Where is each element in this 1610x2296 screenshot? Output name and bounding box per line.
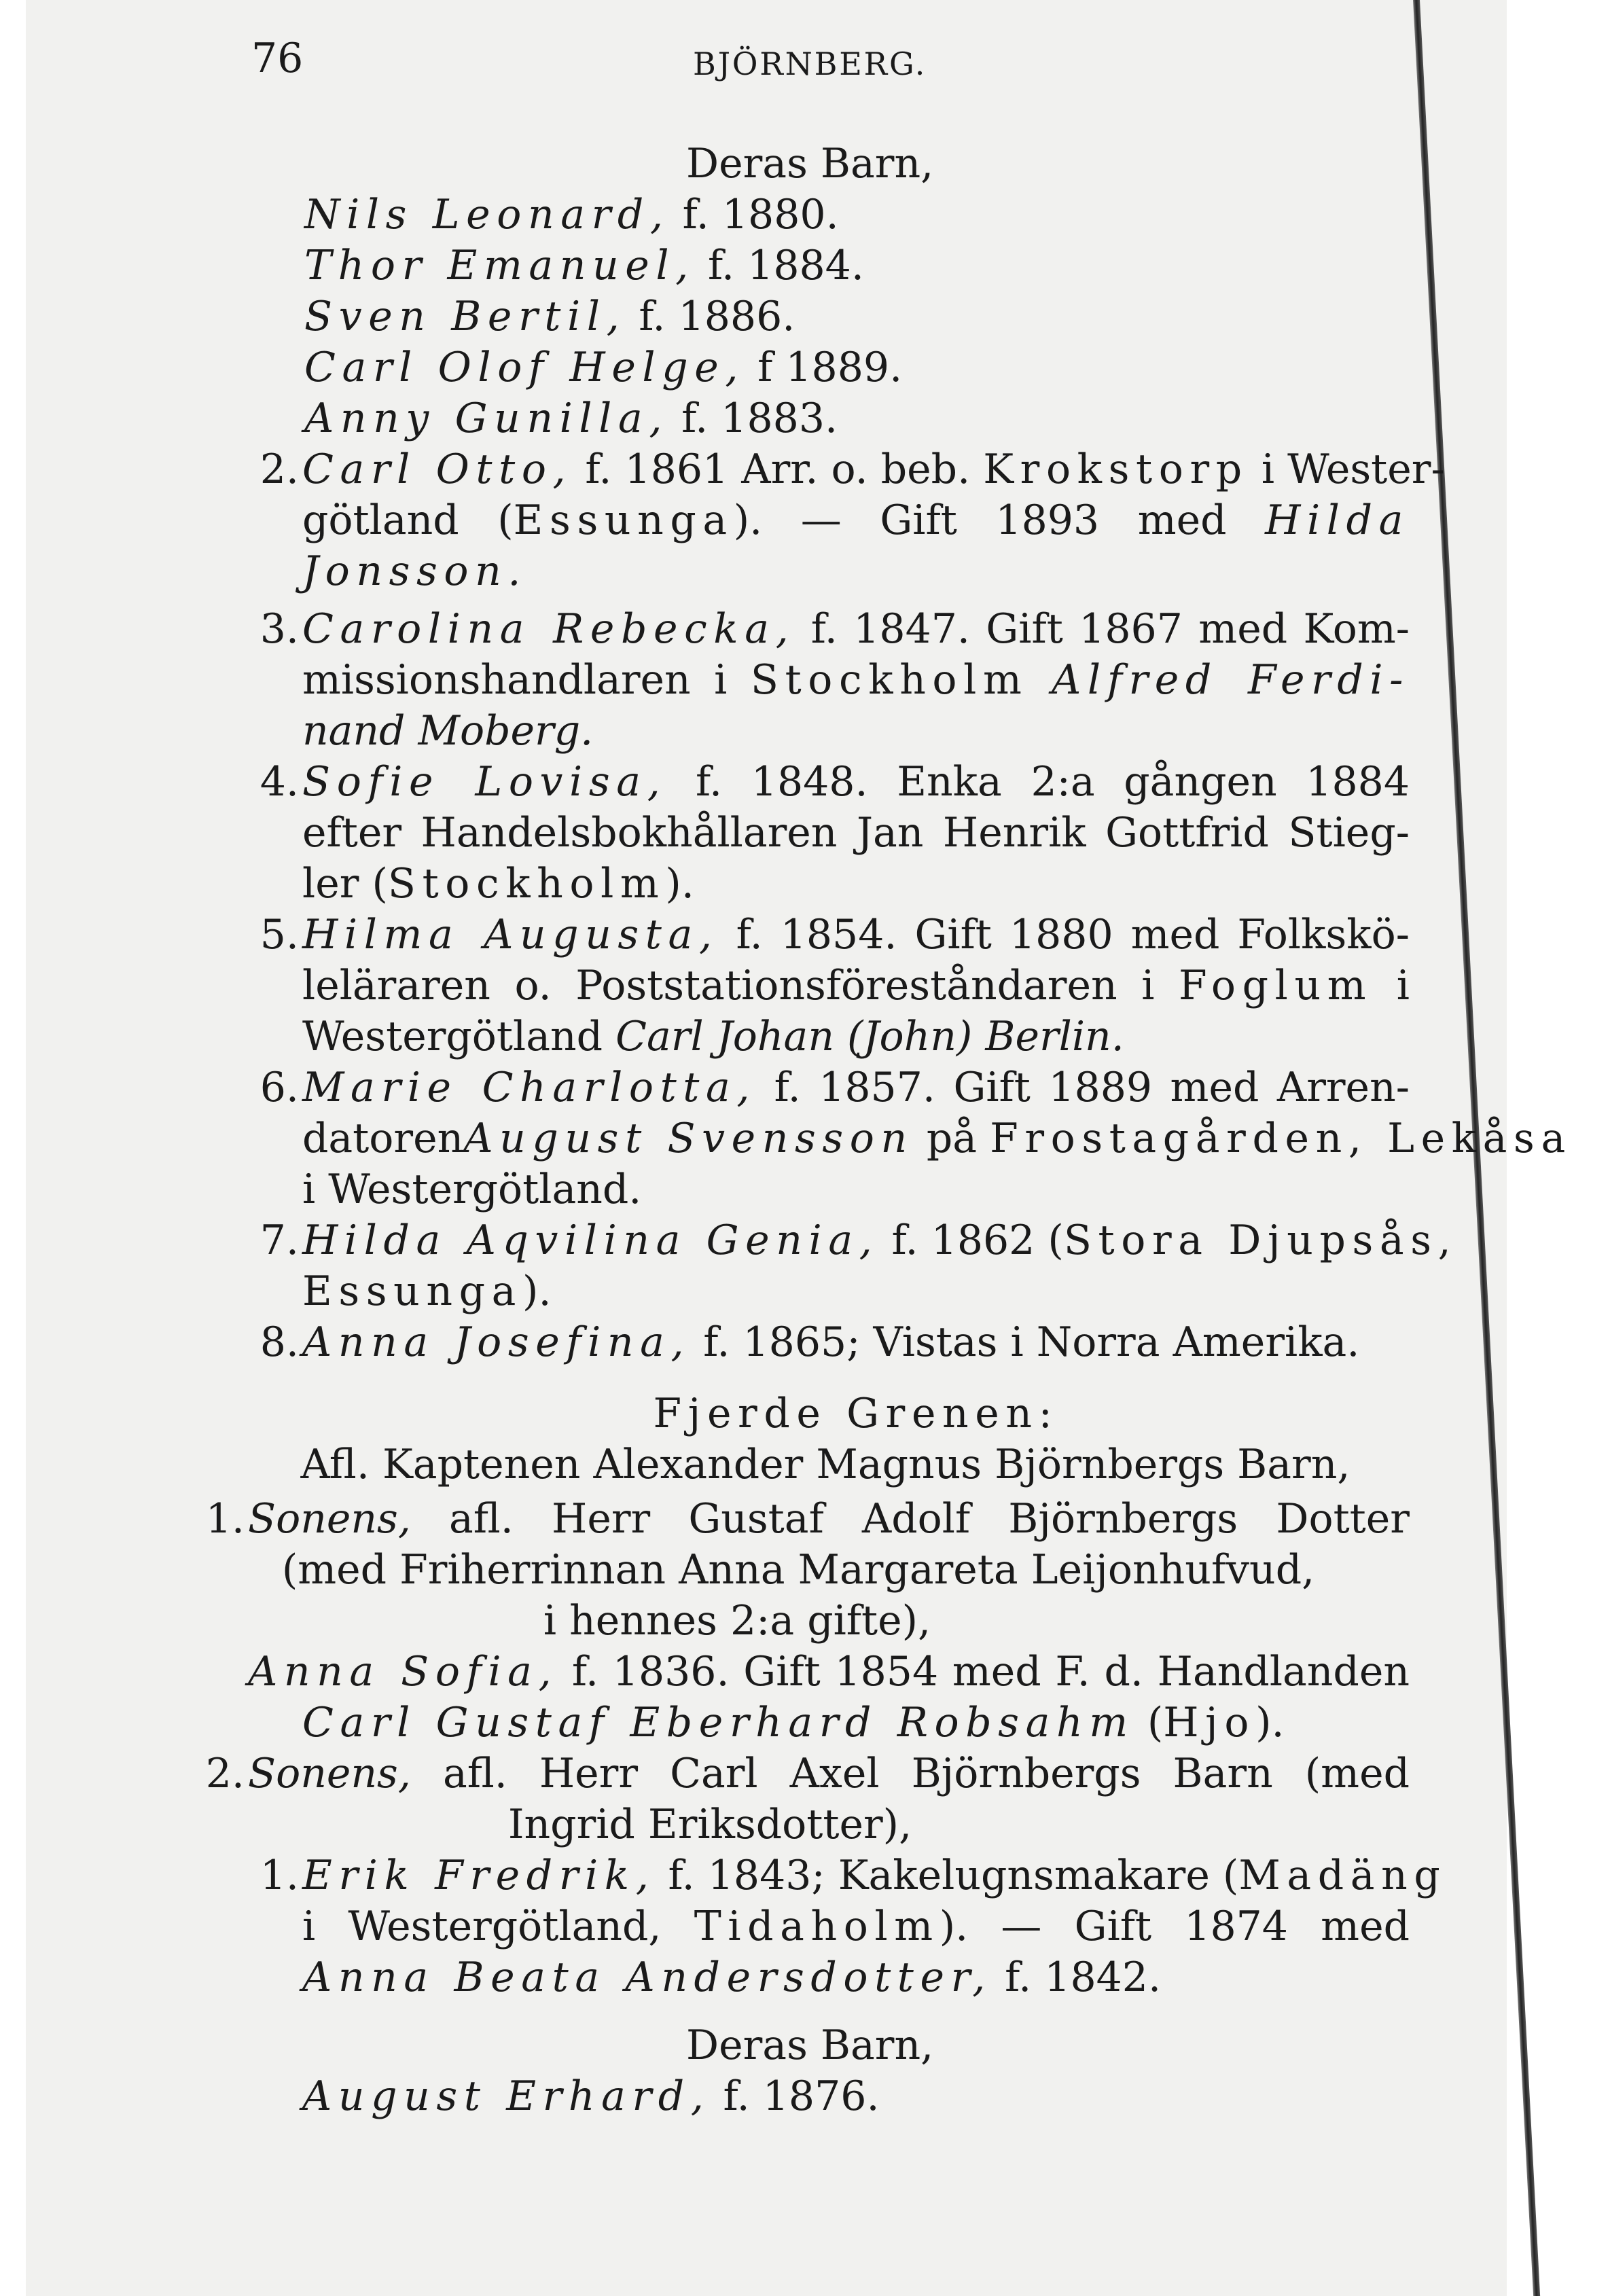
person-name: August Erhard,: [302, 2073, 711, 2120]
entry-number: 6.: [260, 1064, 299, 1111]
entry-line: [248, 1749, 1410, 1798]
entry-line: Ingrid Eriksdotter),: [507, 1801, 912, 1848]
entry-line: (med Friherrinnan Anna Margareta Leijonhufvud,: [281, 1546, 1315, 1594]
entry-number: 4.: [260, 758, 299, 806]
entry-line: i hennes 2:a gifte),: [543, 1597, 931, 1645]
entry-text: på: [926, 1115, 978, 1162]
entry-line: [302, 656, 1410, 704]
entry-text: f. 1862 (: [891, 1217, 1064, 1264]
place-name: Stora Djupsås,: [1063, 1217, 1458, 1264]
relation-label: Sonens,: [248, 1495, 411, 1543]
person-name: Alfred Ferdi-: [1051, 656, 1410, 704]
birth-info: f. 1886.: [639, 293, 795, 340]
person-name: Anna Sofia,: [248, 1648, 558, 1696]
person-name: Carl Gustaf Eberhard Robsahm: [302, 1699, 1134, 1746]
entry-number: 7.: [260, 1217, 299, 1264]
person-name: August Svensson: [463, 1115, 914, 1162]
entry-text: afl. Herr Gustaf Adolf Björnbergs Dotter: [449, 1495, 1410, 1543]
list-item: [304, 241, 864, 290]
entry-number: 5.: [260, 911, 299, 958]
place-name: Essunga: [513, 497, 734, 544]
entry-text: ler (: [302, 860, 388, 908]
entry-line: [302, 496, 1410, 545]
person-name: Carl Johan (John) Berlin.: [615, 1013, 1124, 1060]
entry-line: [302, 1953, 1161, 2002]
person-name: Sofie Lovisa,: [302, 758, 667, 806]
birth-info: f. 1883.: [681, 395, 838, 442]
entry-line: [302, 961, 1410, 1010]
entry-line: [248, 1494, 1410, 1543]
person-name: Carl Olof Helge,: [304, 344, 745, 391]
place-name: Hjo: [1163, 1699, 1256, 1746]
entry-text: ). — Gift 1893 med: [733, 497, 1227, 544]
list-item: [304, 343, 902, 392]
entry-text: (: [1147, 1699, 1164, 1746]
entry-number: 2.: [260, 446, 299, 493]
place-name: Essunga: [302, 1268, 523, 1315]
person-name: Hilda Aqvilina Genia,: [302, 1217, 879, 1264]
birth-info: f 1889.: [757, 344, 903, 391]
entry-text: f. 1865; Vistas i Norra Amerika.: [703, 1319, 1360, 1366]
entry-text: f. 1854. Gift 1880 med Folkskö-: [736, 911, 1410, 958]
person-name: Hilda: [1265, 497, 1410, 544]
children-heading: Deras Barn,: [686, 2022, 934, 2069]
entry-line: [302, 1267, 552, 1316]
list-item: [304, 190, 839, 239]
entry-line: [302, 1012, 1124, 1061]
entry-text: missionshandlaren i: [302, 656, 728, 704]
entry-text: i: [1396, 962, 1410, 1009]
entry-text: Westergötland: [302, 1013, 603, 1060]
place-name: Tidaholm: [694, 1903, 940, 1950]
entry-text: i Wester-: [1261, 446, 1445, 493]
entry-number: 2.: [205, 1750, 245, 1797]
entry-line: [302, 2072, 880, 2121]
person-name: Marie Charlotta,: [302, 1064, 757, 1111]
entry-text: f. 1836. Gift 1854 med F. d. Handlanden: [571, 1648, 1410, 1696]
list-item: [304, 292, 795, 341]
entry-line: [302, 547, 527, 596]
person-name: Carolina Rebecka,: [302, 605, 795, 653]
entry-line: [302, 706, 593, 755]
entry-line: [302, 605, 1410, 653]
entry-text: f. 1842.: [1005, 1954, 1162, 2001]
relation-label: Sonens,: [248, 1750, 411, 1797]
person-name: nand Moberg.: [302, 707, 594, 755]
place-name: Stockholm: [750, 656, 1028, 704]
person-name: Anna Beata Andersdotter,: [302, 1954, 992, 2001]
place-name: Stockholm: [387, 860, 666, 908]
entry-line: [248, 1647, 1410, 1696]
entry-text: götland (: [302, 497, 514, 544]
entry-text: f. 1857. Gift 1889 med Arren-: [774, 1064, 1410, 1111]
place-name: Madäng: [1238, 1852, 1447, 1899]
person-name: Jonsson.: [302, 548, 528, 595]
entry-line: [302, 859, 694, 908]
person-name: Sven Bertil,: [304, 293, 626, 340]
entry-line: [302, 1698, 1285, 1747]
entry-text: f. 1861 Arr. o. beb.: [585, 446, 971, 493]
person-name: Thor Emanuel,: [304, 242, 695, 289]
entry-line: [302, 1851, 1447, 1900]
entry-text: datoren: [302, 1115, 464, 1162]
entry-text: ).: [522, 1268, 552, 1315]
entry-text: ).: [1255, 1699, 1285, 1746]
entry-line: [302, 1063, 1410, 1112]
entry-line: [302, 910, 1410, 959]
birth-info: f. 1880.: [682, 191, 839, 238]
entry-line: [302, 1114, 1572, 1163]
place-name: Frostagården, Lekåsa: [990, 1115, 1572, 1162]
entry-line: [302, 445, 1445, 494]
children-heading: Deras Barn,: [686, 140, 934, 187]
entry-line: [302, 1318, 1359, 1367]
entry-text: ).: [665, 860, 694, 908]
entry-number: 8.: [260, 1319, 299, 1366]
entry-number: 1.: [205, 1495, 245, 1543]
section-subheading: Afl. Kaptenen Alexander Magnus Björnbergs Barn,: [300, 1441, 1350, 1488]
person-name: Anna Josefina,: [302, 1319, 691, 1366]
entry-text: leläraren o. Poststationsföreståndaren i: [302, 962, 1155, 1009]
person-name: Hilma Augusta,: [302, 911, 719, 958]
entry-text: afl. Herr Carl Axel Björnbergs Barn (med: [442, 1750, 1410, 1797]
place-name: Krokstorp: [983, 446, 1249, 493]
entry-text: i Westergötland,: [302, 1903, 662, 1950]
entry-text: ). — Gift 1874 med: [939, 1903, 1410, 1950]
entry-text: f. 1876.: [723, 2073, 880, 2120]
section-heading: Fjerde Grenen:: [653, 1390, 1059, 1437]
person-name: Erik Fredrik,: [302, 1852, 656, 1899]
running-title: BJÖRNBERG.: [693, 46, 927, 82]
person-name: Carl Otto,: [302, 446, 573, 493]
entry-number: 3.: [260, 605, 299, 653]
entry-text: f. 1843; Kakelugnsmakare (: [668, 1852, 1239, 1899]
place-name: Foglum: [1178, 962, 1373, 1009]
page-number: 76: [251, 35, 304, 82]
person-name: Nils Leonard,: [304, 191, 670, 238]
entry-line: [302, 757, 1410, 806]
entry-line: [302, 1216, 1458, 1265]
entry-text: f. 1848. Enka 2:a gången 1884: [695, 758, 1410, 806]
entry-number: 1.: [260, 1852, 299, 1899]
entry-line: efter Handelsbokhållaren Jan Henrik Gottfrid Stieg-: [302, 809, 1410, 857]
person-name: Anny Gunilla,: [304, 395, 669, 442]
list-item: [304, 394, 838, 443]
birth-info: f. 1884.: [707, 242, 864, 289]
entry-text: f. 1847. Gift 1867 med Kom-: [810, 605, 1410, 653]
entry-line: [302, 1902, 1410, 1951]
entry-line: i Westergötland.: [302, 1166, 642, 1213]
